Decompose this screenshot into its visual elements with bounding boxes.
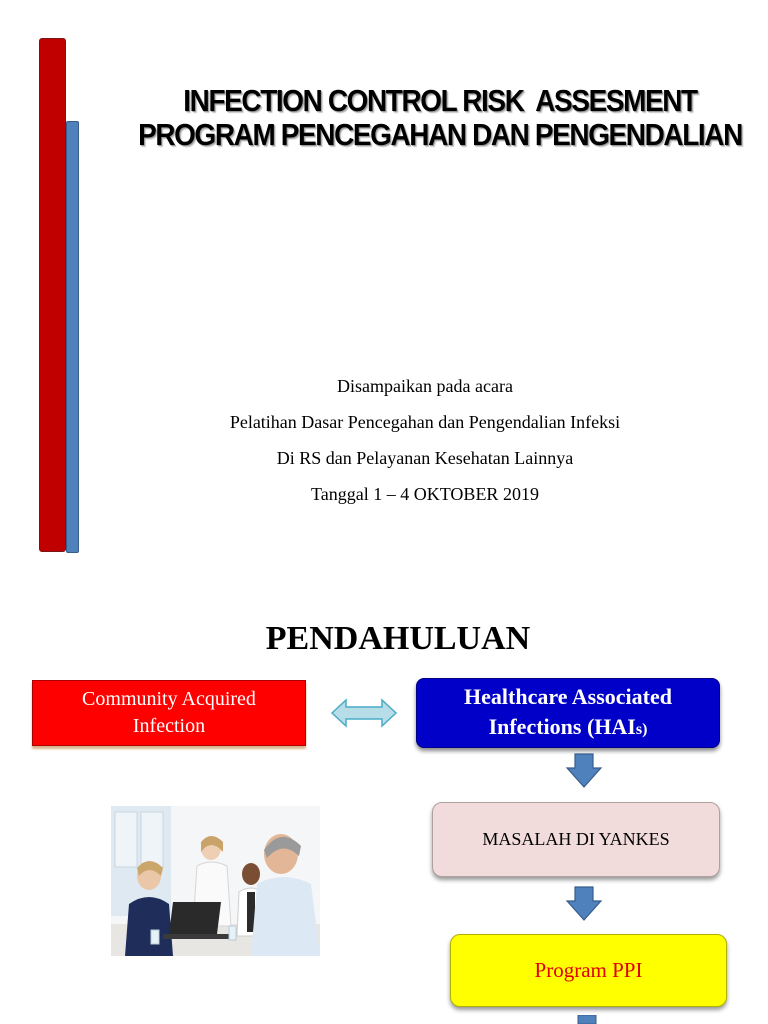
community-box-line-1: Community Acquired [82, 688, 256, 710]
red-accent-bar [39, 38, 66, 552]
hais-box [416, 678, 720, 748]
community-acquired-infection-box [32, 680, 306, 746]
subtitle-line: Disampaikan pada acara [337, 376, 513, 396]
program-ppi-box: Program PPI [450, 934, 727, 1007]
subtitle-line: Tanggal 1 – 4 OKTOBER 2019 [311, 484, 539, 504]
slide-title [134, 84, 746, 152]
section-heading: PENDAHULUAN [265, 620, 531, 657]
slide-subtitle [90, 372, 760, 516]
hais-box-line-1: Healthcare Associated [464, 683, 672, 709]
blue-accent-bar [66, 121, 79, 553]
down-arrow-icon [566, 753, 602, 789]
hais-box-line-2: Infections (HAIs) [488, 713, 648, 739]
down-arrow-icon [576, 1015, 598, 1024]
subtitle-line: Pelatihan Dasar Pencegahan dan Pengendalian Infeksi [229, 412, 621, 432]
down-arrow-icon [566, 886, 602, 922]
masalah-yankes-box: MASALAH DI YANKES [432, 802, 720, 877]
double-arrow-icon [330, 698, 398, 728]
healthcare-team-photo [111, 806, 320, 956]
title-line-2: PROGRAM PENCEGAHAN DAN PENGENDALIAN [138, 117, 742, 152]
subtitle-line: Di RS dan Pelayanan Kesehatan Lainnya [276, 448, 574, 468]
community-box-line-2: Infection [132, 715, 206, 737]
title-line-1: INFECTION CONTROL RISK ASSESMENT [183, 83, 697, 118]
